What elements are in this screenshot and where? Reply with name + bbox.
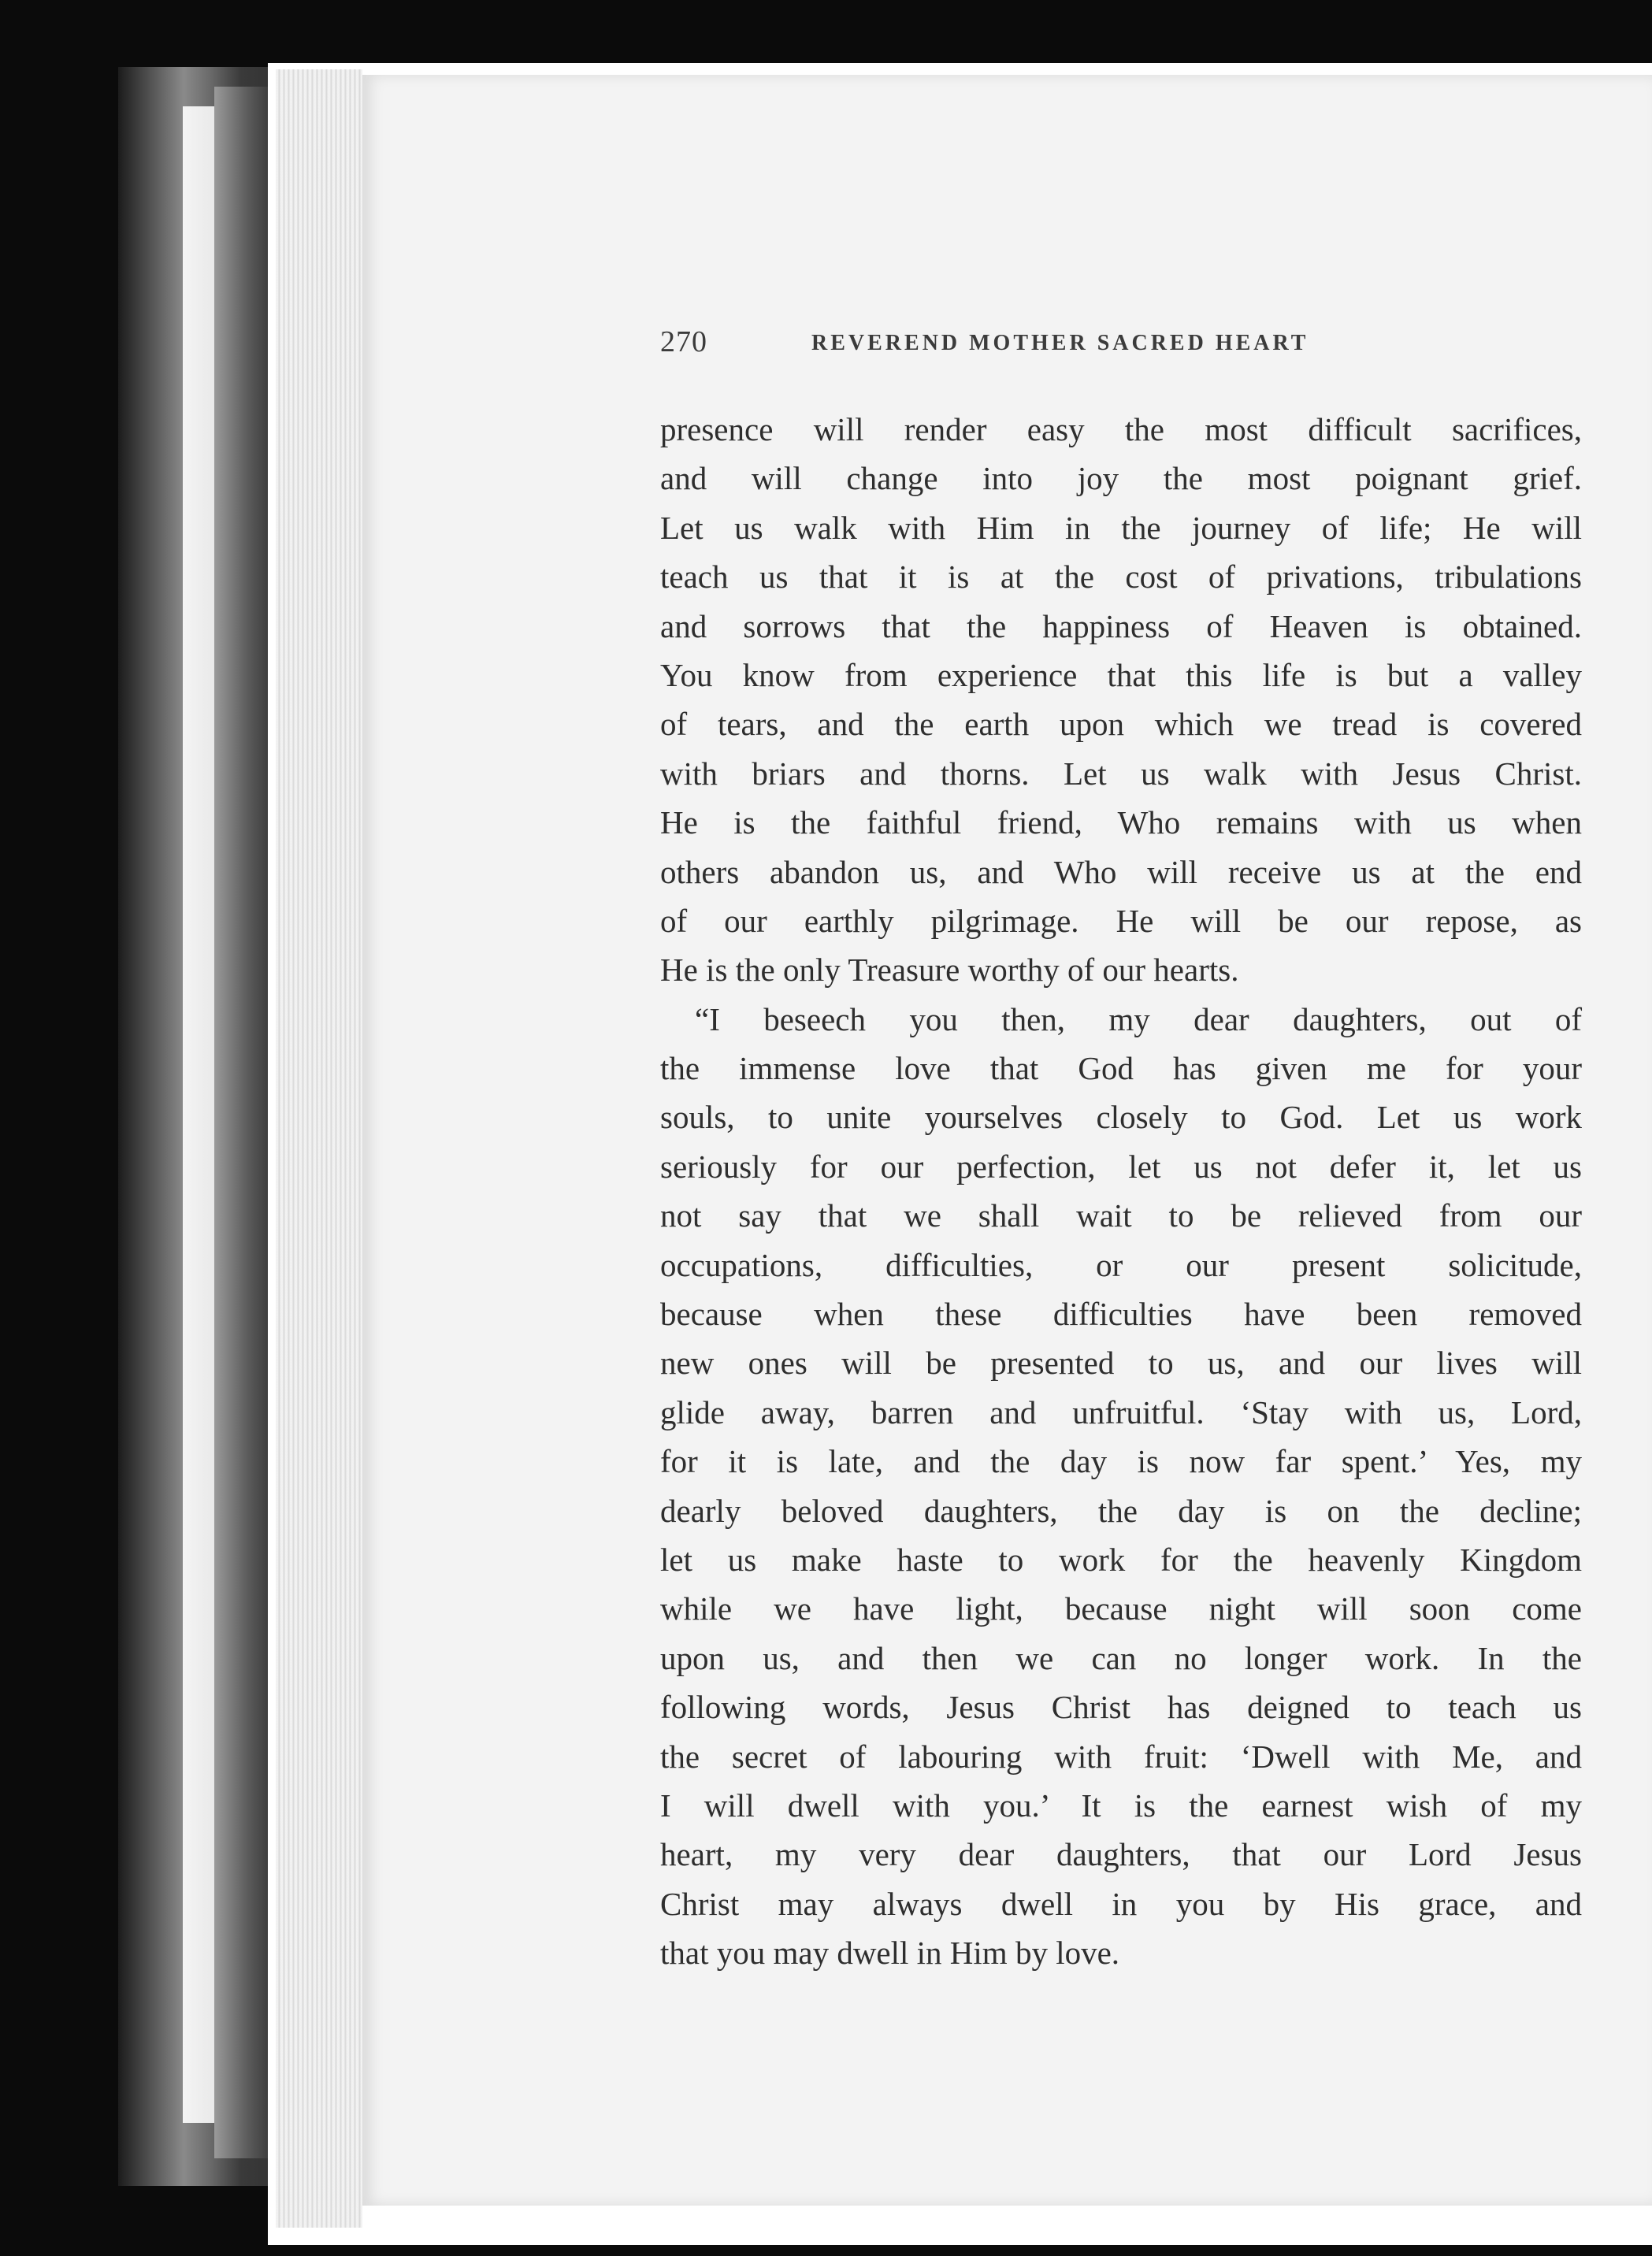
body-text — [660, 405, 1582, 1978]
text-line: dearly beloved daughters, the day is on the decline; — [660, 1492, 1582, 1529]
text-line: presence will render easy the most difficult sacrifices, — [660, 411, 1582, 447]
book-spine-shadow — [214, 87, 269, 2158]
text-line: upon us, and then we can no longer work. In the — [660, 1639, 1582, 1676]
text-line: Let us walk with Him in the journey of life; He will — [660, 509, 1582, 546]
text-line: seriously for our perfection, let us not defer it, let us — [660, 1148, 1582, 1185]
text-line: of tears, and the earth upon which we tread is covered — [660, 706, 1582, 743]
text-line: of our earthly pilgrimage. He will be our repose, as — [660, 902, 1582, 939]
text-line: that you may dwell in Him by love. — [660, 1935, 1120, 1972]
text-line: following words, Jesus Christ has deigned to teach us — [660, 1689, 1582, 1726]
text-line: not say that we shall wait to be relieved from our — [660, 1197, 1582, 1234]
text-line: souls, to unite yourselves closely to God. Let us work — [660, 1099, 1582, 1136]
text-line: I will dwell with you.’ It is the earnest wish of my — [660, 1787, 1582, 1824]
text-line: let us make haste to work for the heavenly Kingdom — [660, 1541, 1582, 1578]
text-line: Christ may always dwell in you by His grace, and — [660, 1885, 1582, 1922]
text-line: the secret of labouring with fruit: ‘Dwell with Me, and — [660, 1738, 1582, 1775]
text-line: new ones will be presented to us, and our lives will — [660, 1345, 1582, 1382]
text-line: He is the faithful friend, Who remains with us when — [660, 804, 1582, 841]
text-line: You know from experience that this life is but a valley — [660, 656, 1582, 693]
text-line: glide away, barren and unfruitful. ‘Stay with us, Lord, — [660, 1393, 1582, 1430]
text-line: others abandon us, and Who will receive us at the end — [660, 853, 1582, 890]
text-line: for it is late, and the day is now far spent.’ Yes, my — [660, 1443, 1582, 1480]
text-line: because when these difficulties have been removed — [660, 1296, 1582, 1333]
text-line: teach us that it is at the cost of privations, tribulations — [660, 558, 1582, 596]
book-edge-strip — [183, 106, 214, 2123]
text-line: while we have light, because night will soon come — [660, 1590, 1582, 1627]
text-line: and will change into joy the most poignant grief. — [660, 460, 1582, 497]
running-header — [660, 325, 1582, 369]
text-line: with briars and thorns. Let us walk with Jesus Christ. — [660, 755, 1582, 792]
text-line: occupations, difficulties, or our present solicitude, — [660, 1246, 1582, 1283]
running-title: REVEREND MOTHER SACRED HEART — [811, 331, 1309, 355]
text-line: and sorrows that the happiness of Heaven is obtained. — [660, 607, 1582, 644]
text-line: “I beseech you then, my dear daughters, out of — [695, 1000, 1582, 1037]
text-line: the immense love that God has given me for your — [660, 1050, 1582, 1087]
text-line: He is the only Treasure worthy of our hearts. — [660, 952, 1239, 989]
text-line: heart, my very dear daughters, that our Lord Jesus — [660, 1836, 1582, 1873]
page-number: 270 — [660, 325, 707, 358]
page-stack-edges — [276, 69, 362, 2228]
